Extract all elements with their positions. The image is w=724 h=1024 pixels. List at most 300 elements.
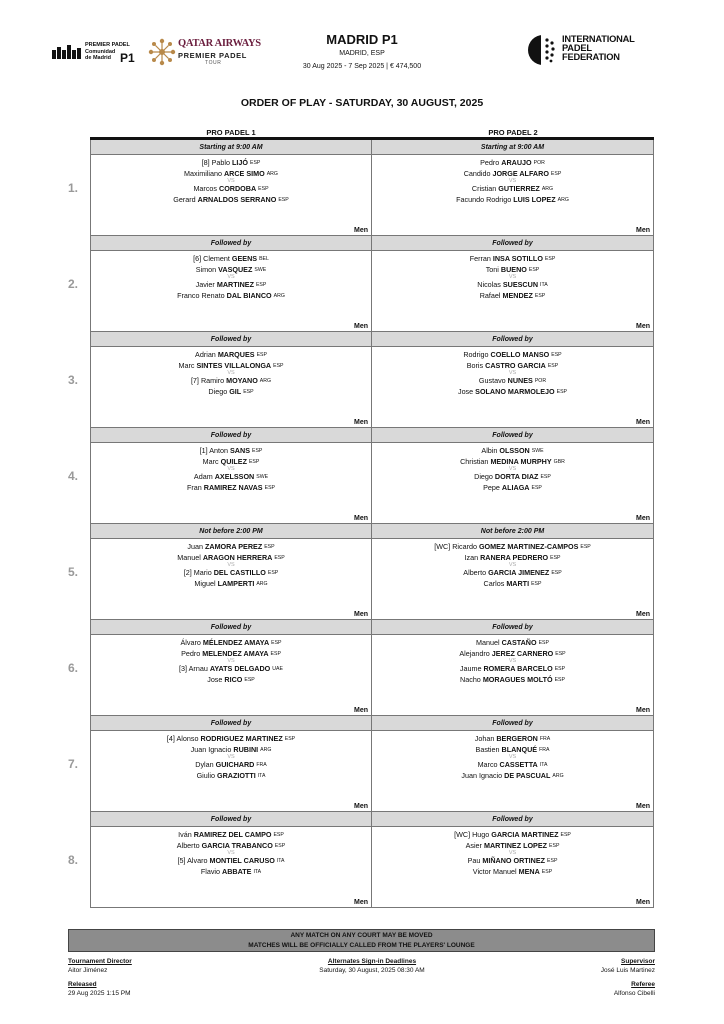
referee-name: Alfonso Cibelli (613, 990, 655, 997)
match-players (372, 635, 653, 685)
match-time: Followed by (91, 812, 371, 827)
player-country: ESP (256, 352, 267, 358)
player-last-name: ARAUJO (501, 158, 532, 167)
player-first-name: Adam (193, 472, 213, 481)
player-line (91, 760, 371, 771)
match-category: Men (636, 707, 650, 714)
match-players (372, 539, 653, 589)
released-value: 29 Aug 2025 1:15 PM (68, 990, 131, 997)
player-first-name: Pablo (211, 158, 230, 167)
player-first-name: Bastien (475, 744, 500, 754)
released (68, 980, 131, 998)
player-last-name: LIJÓ (232, 158, 248, 167)
player-last-name: GARCIA TRABANCO (201, 840, 273, 850)
player-country: FRA (539, 736, 551, 742)
player-line (372, 771, 653, 782)
match-players (91, 251, 371, 301)
player-country: ESP (580, 544, 591, 550)
logo-line-2: Comunidad (85, 48, 116, 55)
match-players (372, 827, 653, 877)
player-line (372, 638, 653, 649)
alternates-label: Alternates Sign-in Deadlines (327, 958, 417, 965)
vs-label: VS (227, 562, 235, 568)
player-line (91, 856, 371, 867)
player-last-name: GARCIA MARTINEZ (491, 830, 559, 839)
player-first-name: Manuel (177, 552, 201, 562)
match-category: Men (636, 323, 650, 330)
player-country: ESP (551, 570, 562, 576)
match-players (91, 155, 371, 205)
player-first-name: Hugo (472, 830, 490, 839)
match-time: Followed by (91, 332, 371, 347)
player-country: ESP (278, 196, 289, 203)
player-last-name: ABBATE (222, 866, 252, 876)
player-last-name: CASSETTA (499, 760, 538, 769)
player-first-name: Pedro (181, 648, 201, 658)
player-country: ESP (547, 858, 558, 864)
player-country: ESP (248, 458, 260, 465)
player-country: ARG (552, 772, 564, 779)
player-country: ARG (260, 746, 272, 753)
player-country: POR (534, 378, 547, 384)
player-line (372, 472, 653, 483)
match-players (372, 251, 653, 301)
player-seed: [WC] (454, 830, 471, 839)
player-last-name: CASTRO GARCIA (485, 360, 546, 370)
player-line (91, 734, 371, 745)
player-first-name: Facundo Rodrigo (456, 194, 512, 204)
player-country: ESP (264, 484, 275, 491)
player-first-name: Dylan (195, 760, 214, 769)
player-first-name: Diego (474, 472, 493, 481)
player-first-name: Manuel (476, 638, 500, 647)
match-time: Starting at 9:00 AM (372, 140, 653, 155)
player-country: ESP (555, 650, 566, 657)
player-line (372, 483, 653, 494)
player-seed: [5] (177, 856, 186, 865)
player-line (91, 184, 371, 195)
match-time: Followed by (372, 332, 653, 347)
tournament-info (262, 32, 462, 70)
player-first-name: Iván (178, 830, 192, 839)
match-players (91, 827, 371, 877)
player-country: ITA (539, 762, 548, 768)
player-country: ESP (556, 388, 568, 395)
player-first-name: Jose (207, 674, 223, 684)
player-country: ESP (560, 832, 571, 838)
player-first-name: Adrian (195, 350, 216, 359)
player-line (91, 675, 371, 686)
player-first-name: Gerard (173, 194, 196, 204)
player-last-name: SANS (230, 446, 250, 455)
player-country: ESP (273, 832, 284, 838)
player-first-name: Fran (186, 482, 202, 492)
player-country: BEL (259, 256, 269, 262)
supervisor-name: José Luis Martinez (600, 967, 655, 974)
player-country: GBR (553, 458, 565, 465)
player-last-name: BERGERON (496, 734, 538, 743)
player-first-name: Anton (209, 446, 229, 455)
notice-line-1: ANY MATCH ON ANY COURT MAY BE MOVED (290, 932, 433, 939)
match-cell (90, 620, 372, 716)
player-country: ESP (550, 554, 561, 561)
player-last-name: BUENO (500, 264, 527, 274)
player-last-name: CASTAÑO (501, 638, 537, 647)
player-seed: [1] (199, 446, 208, 455)
match-players (91, 443, 371, 493)
player-first-name: Nicolas (477, 280, 501, 289)
match-time: Not before 2:00 PM (91, 524, 371, 539)
player-last-name: MÉLENDEZ AMAYA (202, 638, 270, 647)
player-last-name: CORDOBA (219, 184, 257, 193)
player-line (91, 280, 371, 291)
vs-label: VS (508, 370, 517, 376)
premier-padel-mark-icon (52, 45, 82, 61)
player-last-name: NUNES (507, 376, 533, 385)
match-category: Men (354, 419, 368, 426)
player-first-name: Ramiro (200, 376, 225, 385)
player-last-name: SOLANO MARMOLEJO (475, 386, 555, 396)
player-last-name: RAMIREZ NAVAS (203, 482, 263, 492)
match-slot (68, 620, 654, 716)
player-last-name: MELENDEZ AMAYA (202, 648, 269, 658)
player-first-name: Simon (195, 264, 217, 274)
match-category: Men (636, 899, 650, 906)
player-country: ESP (554, 676, 565, 683)
player-country: ITA (253, 868, 262, 875)
match-slot (68, 332, 654, 428)
player-country: ESP (544, 256, 556, 262)
match-players (372, 347, 653, 397)
player-country: ESP (271, 640, 282, 646)
player-line (91, 195, 371, 206)
player-last-name: LAMPERTI (217, 578, 255, 588)
player-last-name: DAL BIANCO (226, 290, 272, 300)
player-last-name: SUESCUN (502, 280, 539, 289)
player-last-name: MENDEZ (502, 290, 533, 300)
match-cell (90, 524, 372, 620)
player-country: ESP (534, 292, 546, 299)
player-last-name: COELLO MANSO (490, 350, 550, 359)
player-last-name: MEDINA MURPHY (490, 456, 552, 466)
player-last-name: SINTES VILLALONGA (196, 360, 272, 370)
slot-number: 1. (68, 181, 79, 195)
player-country: ESP (540, 474, 551, 480)
player-first-name: Marc (202, 456, 219, 466)
tournament-director-label: Tournament Director (68, 958, 132, 965)
player-line (372, 195, 653, 206)
player-country: SWE (256, 474, 269, 480)
match-time: Starting at 9:00 AM (91, 140, 371, 155)
player-line (91, 867, 371, 878)
player-first-name: Pedro (480, 158, 500, 167)
player-country: ESP (255, 282, 267, 288)
player-first-name: Rafael (479, 290, 501, 300)
player-first-name: Albin (481, 446, 498, 455)
player-first-name: Alvaro (187, 856, 208, 865)
notice-banner (68, 929, 655, 952)
player-country: ESP (531, 484, 542, 491)
player-country: FRA (539, 746, 550, 753)
player-line (372, 350, 653, 361)
player-country: ESP (243, 388, 254, 395)
tournament-dates-prize: 30 Aug 2025 - 7 Sep 2025 | € 474,500 (302, 63, 422, 70)
player-first-name: Izan (464, 552, 479, 562)
match-time: Followed by (91, 620, 371, 635)
match-players (91, 539, 371, 589)
player-first-name: Ricardo (452, 542, 477, 551)
player-seed: [7] (190, 376, 199, 385)
player-last-name: JORGE ALFARO (492, 168, 549, 178)
vs-label: VS (508, 658, 517, 664)
player-country: SWE (531, 448, 544, 454)
player-seed: [2] (183, 568, 192, 577)
p1-badge: P1 (120, 51, 135, 65)
match-players (91, 731, 371, 781)
player-country: ESP (267, 570, 279, 576)
match-cell (372, 428, 654, 524)
player-last-name: RUBINI (233, 744, 259, 754)
player-first-name: Victor Manuel (472, 866, 517, 876)
slot-number: 7. (68, 757, 79, 771)
ipf-line-3: FEDERATION (562, 52, 620, 63)
player-line (91, 638, 371, 649)
player-country: ESP (274, 842, 286, 849)
player-first-name: Carlos (483, 578, 505, 588)
player-country: ARG (266, 170, 278, 177)
match-cell (90, 236, 372, 332)
player-country: ESP (550, 170, 562, 177)
slot-number: 6. (68, 661, 79, 675)
padel-ball-icon (528, 34, 558, 66)
match-time: Followed by (91, 428, 371, 443)
court-header-2: PRO PADEL 2 (488, 128, 538, 137)
player-first-name: Alejandro (459, 648, 490, 658)
match-category: Men (354, 515, 368, 522)
player-last-name: MOYANO (226, 376, 258, 385)
player-last-name: DORTA DIAZ (494, 472, 539, 481)
player-country: ESP (528, 266, 540, 273)
player-line (372, 446, 653, 457)
player-country: ESP (274, 554, 285, 561)
match-cell (90, 812, 372, 908)
player-last-name: ROMERA BARCELO (483, 664, 553, 673)
match-time: Followed by (372, 428, 653, 443)
player-line (91, 771, 371, 782)
ipf-logo (528, 34, 638, 74)
match-slot (68, 812, 654, 908)
supervisor (601, 957, 655, 975)
player-first-name: Boris (466, 360, 484, 370)
referee (614, 980, 655, 998)
player-country: ARG (259, 378, 272, 384)
player-country: SWE (254, 266, 267, 273)
match-players (91, 635, 371, 685)
player-last-name: OLSSON (499, 446, 530, 455)
player-country: ITA (257, 772, 266, 779)
player-line (91, 446, 371, 457)
player-first-name: Gustavo (478, 376, 506, 385)
player-country: ARG (256, 580, 268, 587)
player-first-name: Arnau (188, 664, 208, 673)
player-last-name: MARTI (506, 578, 530, 588)
match-cell (90, 140, 372, 236)
match-category: Men (354, 323, 368, 330)
vs-label: VS (227, 850, 235, 856)
player-first-name: Pau (467, 856, 481, 865)
match-category: Men (636, 515, 650, 522)
match-time: Followed by (91, 236, 371, 251)
slot-number: 5. (68, 565, 79, 579)
player-line (372, 291, 653, 302)
referee-label: Referee (631, 981, 655, 988)
match-cell (372, 236, 654, 332)
released-label: Released (68, 981, 97, 988)
player-first-name: Toni (485, 264, 499, 274)
player-line (372, 158, 653, 169)
player-first-name: Álvaro (180, 638, 201, 647)
player-first-name: Miguel (194, 578, 216, 588)
player-first-name: Diego (208, 386, 228, 396)
player-last-name: RAMIREZ DEL CAMPO (193, 830, 272, 839)
player-line (372, 542, 653, 553)
player-first-name: Clement (203, 254, 230, 263)
premier-padel-madrid-logo (52, 41, 140, 65)
player-country: ITA (540, 282, 548, 288)
player-first-name: Juan Ignacio (461, 770, 503, 780)
player-line (91, 664, 371, 675)
slot-number: 8. (68, 853, 79, 867)
player-line (372, 734, 653, 745)
match-category: Men (354, 899, 368, 906)
match-category: Men (354, 227, 368, 234)
order-of-play-grid (68, 140, 654, 908)
player-country: ESP (547, 362, 559, 369)
player-last-name: BLANQUÉ (501, 744, 538, 754)
match-time: Followed by (372, 620, 653, 635)
player-last-name: JEREZ CARNERO (491, 648, 554, 658)
player-last-name: VASQUEZ (218, 264, 253, 274)
player-seed: [WC] (434, 542, 451, 551)
player-country: ESP (249, 160, 261, 166)
match-cell (90, 716, 372, 812)
sponsor-burst-icon (148, 38, 176, 66)
player-first-name: Marcos (193, 184, 218, 193)
vs-label: VS (508, 754, 517, 760)
player-country: UAE (272, 666, 283, 672)
ipf-line-2: PADEL (562, 43, 592, 54)
match-category: Men (636, 803, 650, 810)
player-first-name: Jose (457, 386, 474, 396)
player-line (372, 376, 653, 387)
player-country: ESP (531, 580, 542, 587)
player-country: ESP (244, 676, 255, 683)
vs-label: VS (227, 466, 235, 472)
player-country: ESP (252, 448, 263, 454)
player-first-name: Nacho (460, 674, 481, 684)
player-country: ESP (270, 650, 281, 657)
player-first-name: Franco Renato (177, 290, 225, 300)
player-first-name: Marco (477, 760, 498, 769)
match-category: Men (636, 419, 650, 426)
player-last-name: MORAGUES MOLTÓ (482, 674, 553, 684)
player-seed: [6] (193, 254, 202, 263)
player-last-name: MARTINEZ (216, 280, 254, 289)
player-line (91, 350, 371, 361)
player-line (372, 867, 653, 878)
match-time: Not before 2:00 PM (372, 524, 653, 539)
player-country: ESP (258, 186, 269, 192)
player-first-name: Rodrigo (463, 350, 489, 359)
player-last-name: DE PASCUAL (504, 770, 551, 780)
vs-label: VS (508, 562, 517, 568)
player-line (91, 542, 371, 553)
player-last-name: GUICHARD (215, 760, 255, 769)
page-header (0, 0, 724, 90)
player-last-name: ALIAGA (501, 482, 530, 492)
vs-label: VS (227, 274, 235, 280)
match-slot (68, 524, 654, 620)
player-last-name: GRAZIOTTI (216, 770, 256, 780)
player-country: ESP (284, 736, 296, 742)
player-country: ESP (554, 666, 566, 672)
player-last-name: RANERA PEDRERO (480, 552, 549, 562)
player-last-name: ARCE SIMO (223, 168, 265, 178)
player-first-name: Marc (178, 360, 195, 370)
player-country: ESP (538, 640, 549, 646)
player-country: POR (533, 160, 545, 166)
player-seed: [4] (166, 734, 175, 743)
player-line (91, 579, 371, 590)
player-country: ARG (273, 292, 285, 299)
player-first-name: Juan Ignacio (190, 744, 232, 754)
vs-label: VS (227, 370, 235, 376)
player-last-name: AXELSSON (214, 472, 255, 481)
player-first-name: Asier (465, 840, 482, 850)
player-country: ARG (557, 196, 569, 203)
player-line (91, 387, 371, 398)
tournament-director (68, 957, 132, 975)
alternates-value: Saturday, 30 August, 2025 08:30 AM (319, 967, 425, 974)
match-players (372, 731, 653, 781)
player-last-name: QUILEZ (220, 456, 247, 466)
player-last-name: ARAGON HERRERA (202, 552, 273, 562)
player-last-name: MARQUES (217, 350, 255, 359)
vs-label: VS (508, 466, 517, 472)
match-time: Followed by (91, 716, 371, 731)
player-country: ESP (549, 842, 560, 849)
match-category: Men (636, 611, 650, 618)
player-line (372, 387, 653, 398)
player-line (91, 291, 371, 302)
player-first-name: Pepe (483, 482, 500, 492)
player-last-name: MONTIEL CARUSO (209, 856, 275, 865)
match-category: Men (354, 707, 368, 714)
player-country: ESP (273, 362, 284, 369)
match-players (372, 443, 653, 493)
player-last-name: GIL (229, 386, 242, 396)
player-last-name: AYATS DELGADO (209, 664, 271, 673)
player-last-name: RODRIGUEZ MARTINEZ (200, 734, 283, 743)
player-last-name: DEL CASTILLO (213, 568, 266, 577)
player-last-name: ZAMORA PEREZ (204, 542, 263, 551)
order-of-play-title: ORDER OF PLAY - SATURDAY, 30 AUGUST, 2025 (240, 97, 484, 109)
vs-label: VS (227, 754, 235, 760)
notice-line-2: MATCHES WILL BE OFFICIALLY CALLED FROM THE PLAYERS' LOUNGE (248, 942, 475, 949)
qatar-airways-logo (148, 38, 278, 70)
match-cell (372, 620, 654, 716)
player-last-name: MENA (518, 866, 540, 876)
